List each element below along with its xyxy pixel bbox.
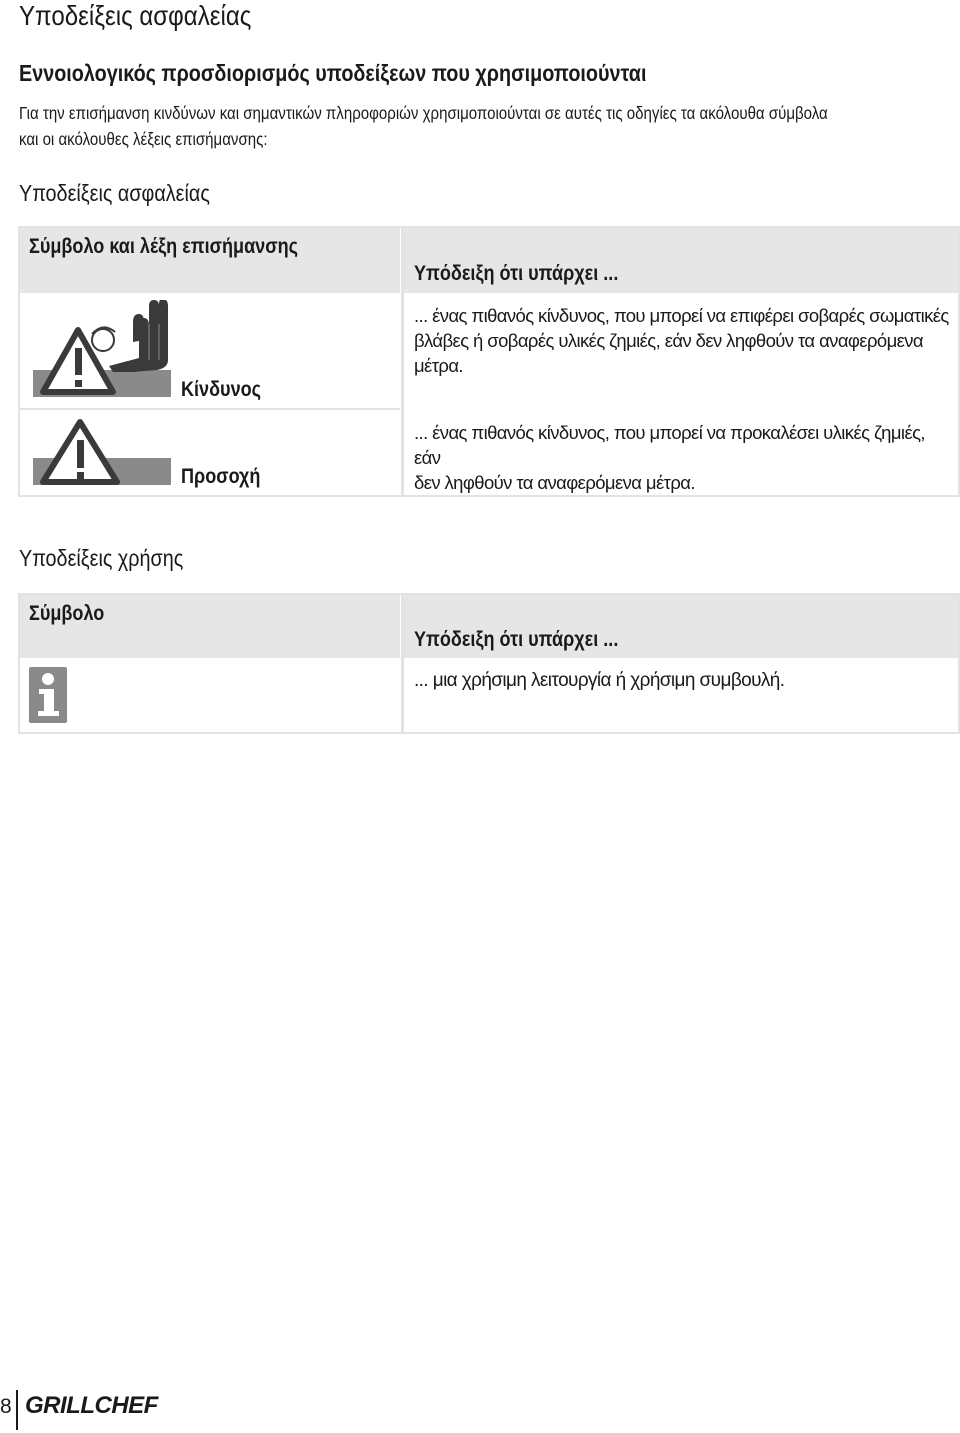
safety-col-hint-label: Υπόδειξη ότι υπάρχει ... <box>414 262 619 285</box>
danger-description-line: ... ένας πιθανός κίνδυνος, που μπορεί να επιφέρει σοβαρές σωματικές <box>414 305 949 326</box>
usage-column-divider <box>401 595 404 732</box>
danger-signal-word: Κίνδυνος <box>181 378 262 401</box>
info-description-line: ... μια χρήσιμη λειτουργία ή χρήσιμη συμβουλή. <box>414 670 785 691</box>
page-subtitle: Εννοιολογικός προσδιορισμός υποδείξεων που χρησιμοποιούνται <box>19 60 647 86</box>
info-icon <box>29 667 67 723</box>
brand-logo: GRILLCHEF <box>25 1392 158 1419</box>
safety-col-symbol-label: Σύμβολο και λέξη επισήμανσης <box>29 235 299 258</box>
danger-description-line: βλάβες ή σοβαρές υλικές ζημιές, εάν δεν ληφθούν τα αναφερόμενα <box>414 330 924 351</box>
usage-col-hint-label: Υπόδειξη ότι υπάρχει ... <box>414 628 619 651</box>
caution-description-line: ... ένας πιθανός κίνδυνος, που μπορεί να προκαλέσει υλικές ζημιές, εάν <box>414 422 925 468</box>
page-number: 8 <box>0 1395 12 1418</box>
intro-line: και οι ακόλουθες λέξεις επισήμανσης: <box>19 129 268 149</box>
intro-paragraph <box>19 100 959 152</box>
caution-signal-word: Προσοχή <box>181 465 261 488</box>
footer-divider <box>16 1390 18 1430</box>
info-description <box>414 668 950 693</box>
page-title: Υποδείξεις ασφαλείας <box>19 0 252 31</box>
caution-description-line: δεν ληφθούν τα αναφερόμενα μέτρα. <box>414 472 695 493</box>
caution-warning-icon <box>33 418 173 488</box>
danger-description <box>414 303 950 378</box>
safety-row-divider <box>20 408 400 410</box>
safety-section-title: Υποδείξεις ασφαλείας <box>19 180 210 206</box>
usage-col-symbol-label: Σύμβολο <box>29 602 105 625</box>
danger-description-line: μέτρα. <box>414 355 463 376</box>
danger-warning-hand-icon <box>33 300 173 400</box>
safety-column-divider <box>401 228 404 495</box>
usage-section-title: Υποδείξεις χρήσης <box>19 545 184 571</box>
caution-description <box>414 420 950 495</box>
intro-line: Για την επισήμανση κινδύνων και σημαντικών πληροφοριών χρησιμοποιούνται σε αυτές τις οδηγίες τα ακόλουθα σύμβολα <box>19 103 828 123</box>
